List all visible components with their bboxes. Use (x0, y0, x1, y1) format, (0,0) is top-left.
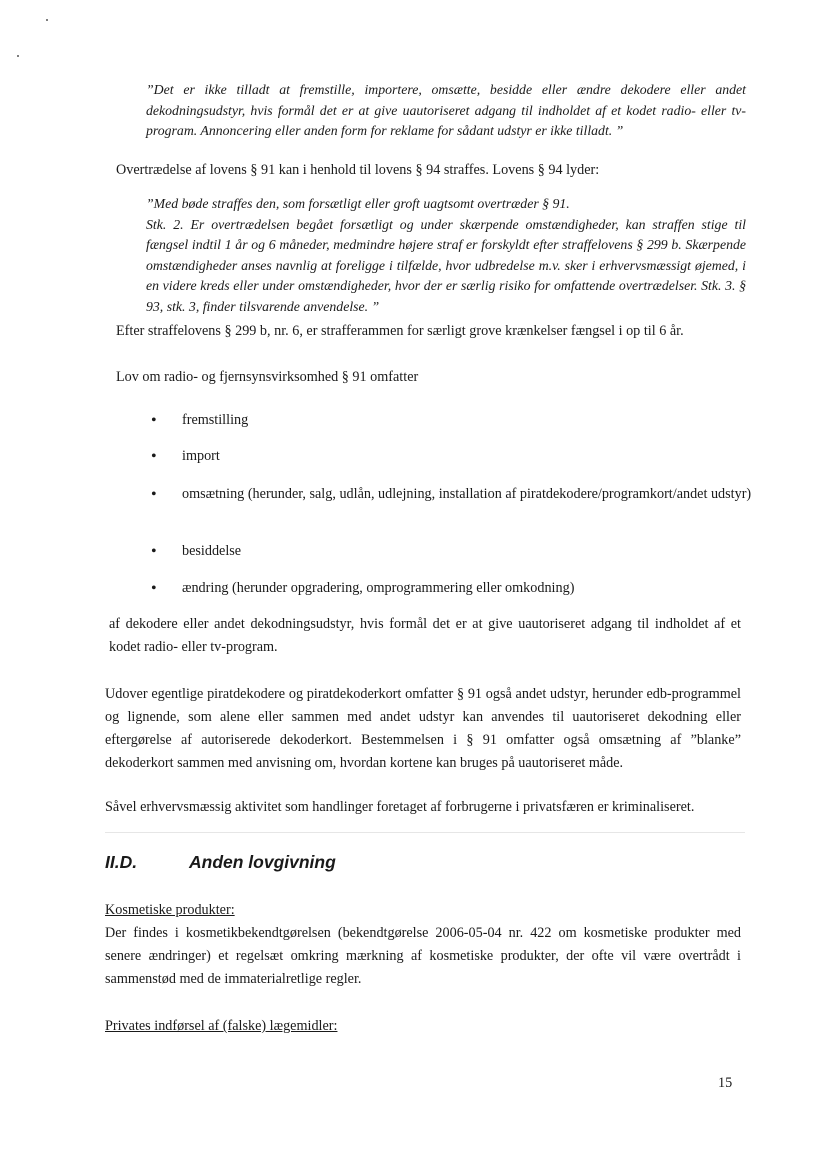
quote-section-94-line1: ”Med bøde straffes den, som forsætligt eller groft uagtsomt overtræder § 91. (146, 196, 570, 211)
list-item-text: besiddelse (182, 543, 242, 559)
subheading-kosmetiske: Kosmetiske produkter: (105, 902, 235, 918)
list-item-text: fremstilling (182, 412, 249, 428)
quote-section-91: ”Det er ikke tilladt at fremstille, importere, omsætte, besidde eller ændre dekodere eller andet dekodningsudstyr, hvis formål det er at give uautoriseret adgang til indholdet af et kodet radio- eller tv-program. Annoncering eller anden form for reklame for sådant udstyr er ikke tilladt. ” (146, 82, 746, 138)
bullet-icon: • (151, 580, 157, 597)
list-item-text: import (182, 448, 220, 464)
bullet-icon: • (151, 486, 157, 503)
paragraph-dekodere: af dekodere eller andet dekodningsudstyr, hvis formål det er at give uautoriseret adgang til indholdet af et kodet radio- eller tv-program. (109, 616, 741, 655)
paragraph-overtraedelse: Overtrædelse af lovens § 91 kan i henhold til lovens § 94 straffes. Lovens § 94 lyder: (116, 162, 600, 178)
bullet-icon: • (151, 543, 157, 560)
subheading-laegemidler: Privates indførsel af (falske) lægemidler: (105, 1018, 338, 1034)
paragraph-udover: Udover egentlige piratdekodere og piratdekoderkort omfatter § 91 også andet udstyr, herunder edb-programmel og lignende, som alene eller sammen med andet udstyr kan anvendes til uautoriseret dekodning eller eftergørelse af autoriserede dekoderkort. Bestemmelsen i § 91 omfatter også omsætning af ”blanke” dekoderkort sammen med anvisning om, hvordan kortene kan bruges på uautoriseret måde. (105, 686, 741, 771)
section-number: II.D. (105, 852, 138, 872)
section-title: Anden lovgivning (189, 852, 336, 872)
quote-section-94 (146, 194, 746, 317)
paragraph-kriminaliseret: Såvel erhvervsmæssig aktivitet som handlinger foretaget af forbrugerne i privatsfæren er kriminaliseret. (105, 799, 695, 815)
list-item-text: ændring (herunder opgradering, omprogrammering eller omkodning) (182, 580, 575, 596)
divider (105, 832, 745, 833)
bullet-icon: • (151, 412, 157, 429)
paragraph-strafferamme: Efter straffelovens § 299 b, nr. 6, er strafferammen for særligt grove krænkelser fængsel i op til 6 år. (116, 323, 684, 339)
bullet-icon: • (151, 448, 157, 465)
scan-speck (46, 19, 48, 21)
paragraph-kosmetiske: Der findes i kosmetikbekendtgørelsen (bekendtgørelse 2006-05-04 nr. 422 om kosmetiske produkter med senere ændringer) et regelsæt omkring mærkning af kosmetiske produkter, der ofte vil være overtrådt i sammenstød med de immaterialretlige regler. (105, 925, 741, 987)
quote-section-94-rest: Stk. 2. Er overtrædelsen begået forsætligt og under skærpende omstændigheder, kan straffen stige til fængsel indtil 1 år og 6 måneder, medmindre højere straf er forskyldt efter straffelovens § 299 b. Skærpende omstændigheder anses navnlig at foreligge i tilfælde, hvor udbredelse m.v. sker i erhvervsmæssigt øjemed, i en videre kreds eller under omstændigheder, hvor der er særlig risiko for omfattende overtrædelser. Stk. 3. § 93, stk. 3, finder tilsvarende anvendelse. ” (146, 216, 746, 314)
page-number: 15 (718, 1075, 733, 1091)
scan-speck (17, 55, 19, 57)
paragraph-omfatter: Lov om radio- og fjernsynsvirksomhed § 91 omfatter (116, 369, 419, 385)
list-item-text: omsætning (herunder, salg, udlån, udlejning, installation af piratdekodere/programkort/andet udstyr) (182, 486, 752, 502)
